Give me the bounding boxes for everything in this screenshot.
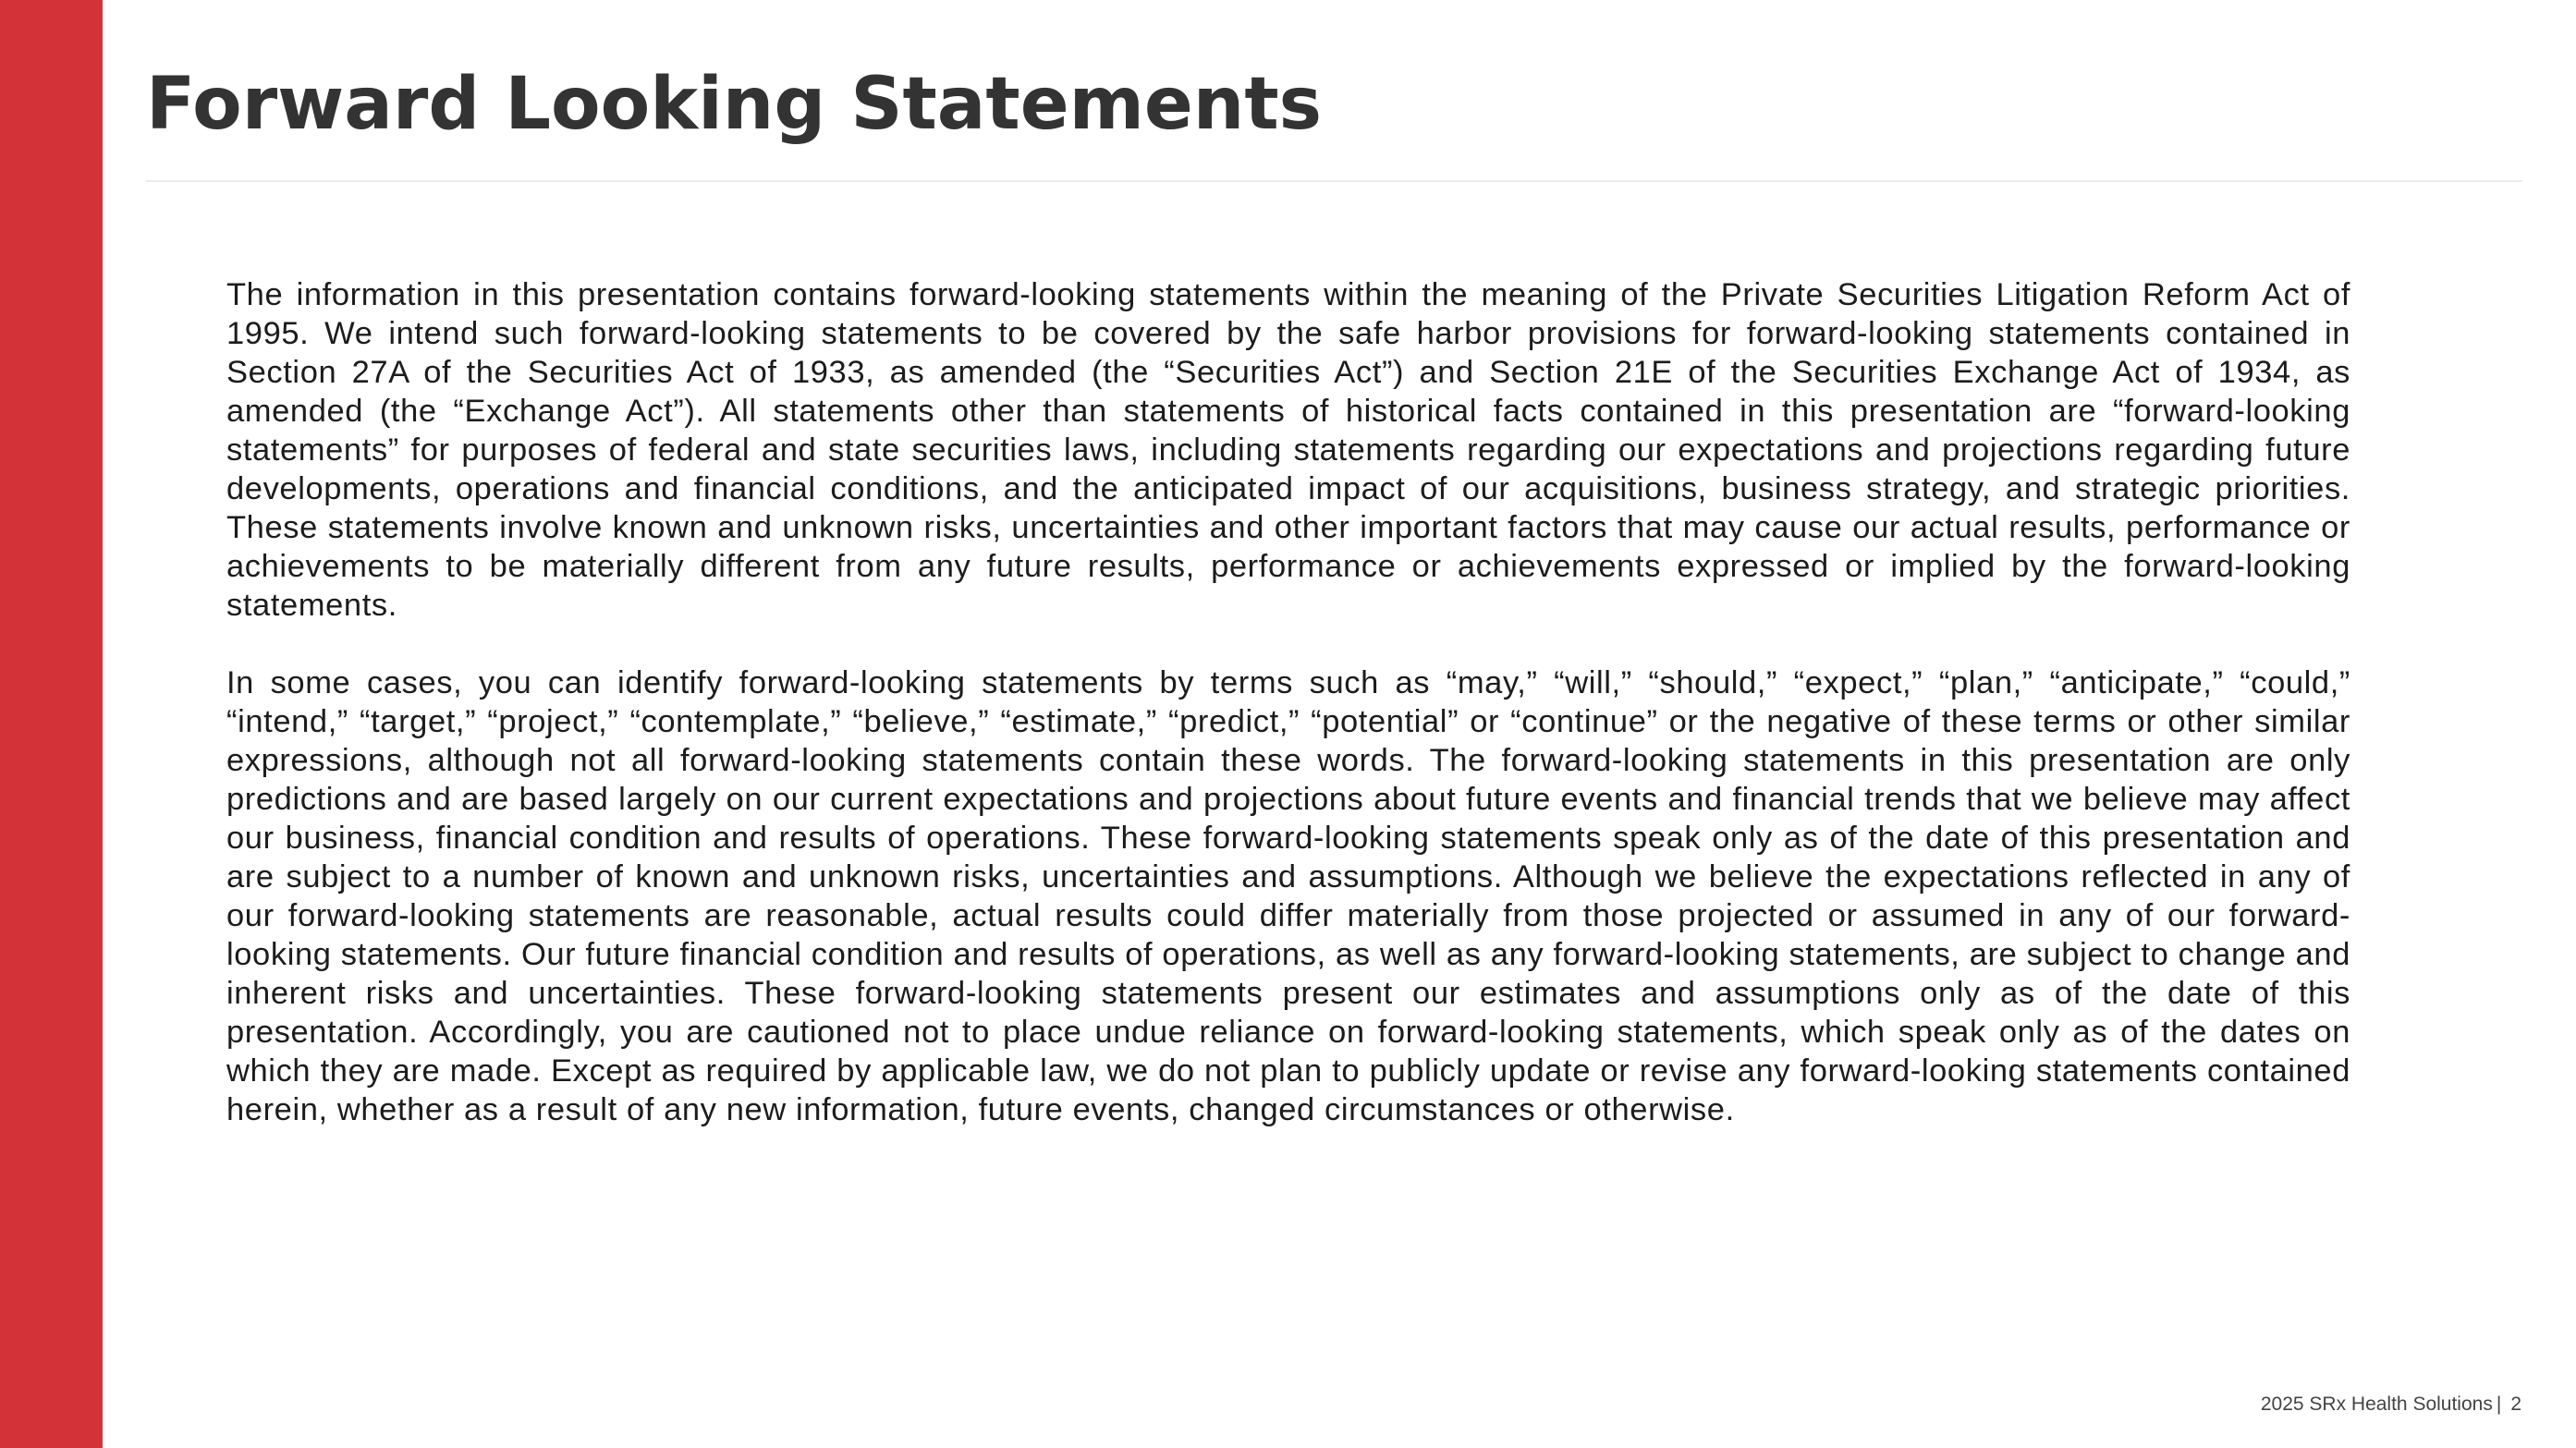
title-divider (146, 180, 2522, 182)
disclaimer-body (226, 275, 2350, 1129)
disclaimer-paragraph: The information in this presentation contains forward-looking statements within the meaning of the Private Securities Litigation Reform Act of 1995. We intend such forward-looking statements to be covered by the safe harbor provisions for forward-looking statements contained in Section 27A of the Securities Act of 1933, as amended (the “Securities Act”) and Section 21E of the Securities Exchange Act of 1934, as amended (the “Exchange Act”). All statements other than statements of historical facts contained in this presentation are “forward-looking statements” for purposes of federal and state securities laws, including statements regarding our expectations and projections regarding future developments, operations and financial conditions, and the anticipated impact of our acquisitions, business strategy, and strategic priorities. These statements involve known and unknown risks, uncertainties and other important factors that may cause our actual results, performance or achievements to be materially different from any future results, performance or achievements expressed or implied by the forward-looking statements. (226, 277, 2350, 623)
disclaimer-paragraph: In some cases, you can identify forward-looking statements by terms such as “may,” “will,” “should,” “expect,” “plan,” “anticipate,” “could,” “intend,” “target,” “project,” “contemplate,” “believe,” “estimate,” “predict,” “potential” or “continue” or the negative of these terms or other similar expressions, although not all forward-looking statements contain these words. The forward-looking statements in this presentation are only predictions and are based largely on our current expectations and projections about future events and financial trends that we believe may affect our business, financial condition and results of operations. These forward-looking statements speak only as of the date of this presentation and are subject to a number of known and unknown risks, uncertainties and assumptions. Although we believe the expectations reflected in any of our forward-looking statements are reasonable, actual results could differ materially from those projected or assumed in any of our forward-looking statements. Our future financial condition and results of operations, as well as any forward-looking statements, are subject to change and inherent risks and uncertainties. These forward-looking statements present our estimates and assumptions only as of the date of this presentation. Accordingly, you are cautioned not to place undue reliance on forward-looking statements, which speak only as of the dates on which they are made. Except as required by applicable law, we do not plan to publicly update or revise any forward-looking statements contained herein, whether as a result of any new information, future events, changed circumstances or otherwise. (226, 665, 2350, 1127)
accent-side-bar (0, 0, 103, 1448)
footer-company: 2025 SRx Health Solutions (2260, 1393, 2493, 1415)
slide-footer (2261, 1392, 2521, 1418)
footer-separator: | (2496, 1393, 2502, 1415)
slide-title: Forward Looking Statements (146, 63, 1323, 146)
page-number: 2 (2510, 1393, 2521, 1415)
